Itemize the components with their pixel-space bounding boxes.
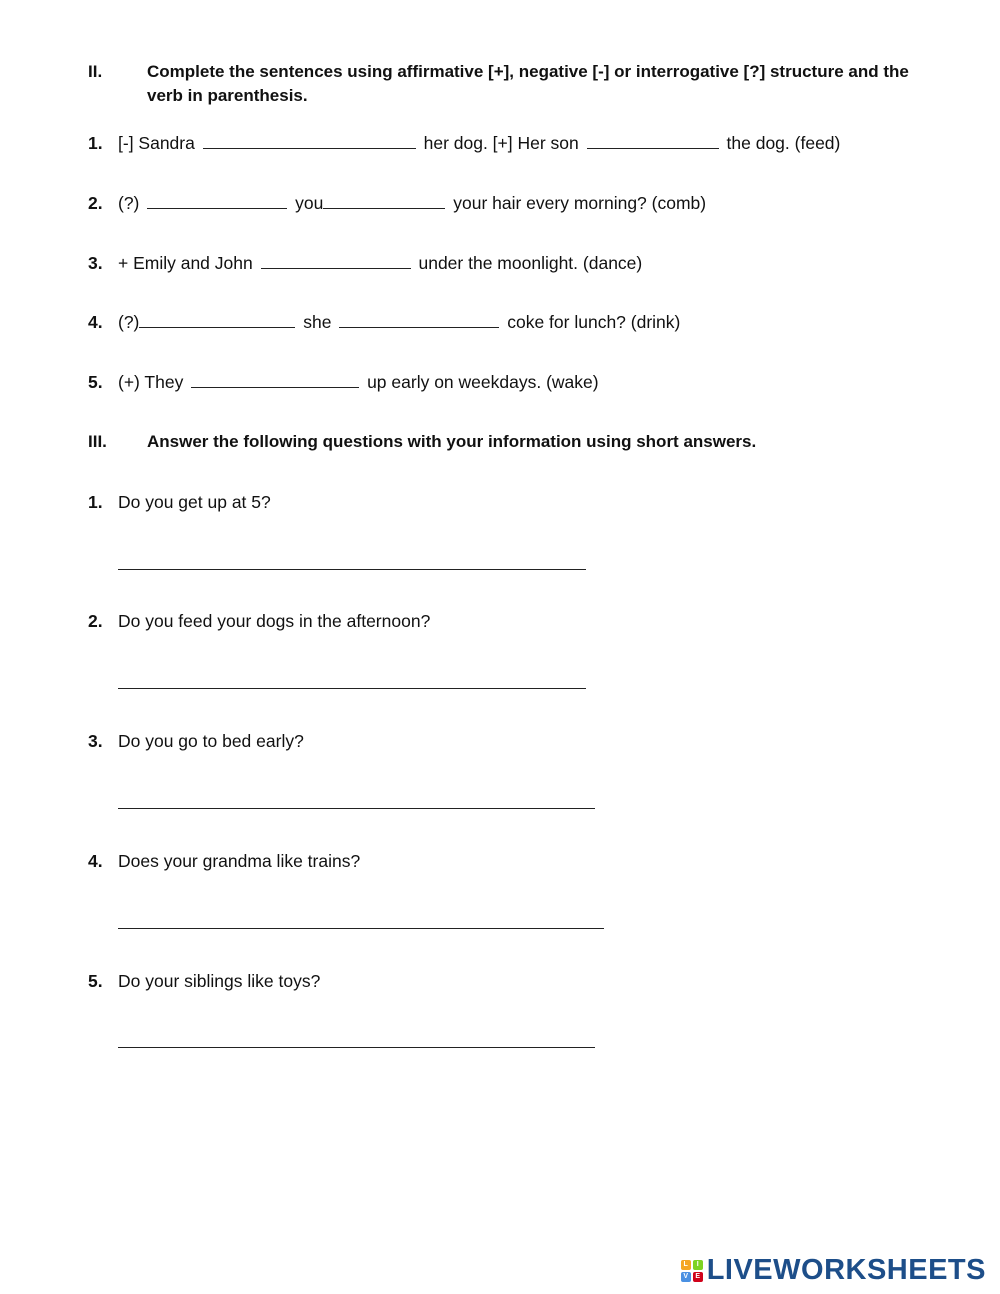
fill-blank-input[interactable] <box>191 372 359 388</box>
item-text: up early on weekdays. (wake) <box>367 372 599 392</box>
liveworksheets-logo <box>681 1254 986 1287</box>
item-text: you <box>295 193 324 213</box>
section-2-numeral: II. <box>88 62 103 81</box>
question-text: Does your grandma like trains? <box>118 851 361 871</box>
question-text: Do your siblings like toys? <box>118 971 321 991</box>
answer-line-input[interactable] <box>118 569 586 570</box>
logo-badge-icon <box>681 1260 703 1282</box>
logo-text: LIVEWORKSHEETS <box>706 1254 986 1286</box>
section-3-numeral: III. <box>88 432 107 451</box>
item-number: 2. <box>88 611 103 631</box>
fill-blank-input[interactable] <box>147 193 287 209</box>
item-text: (?) <box>118 312 140 332</box>
item-number: 3. <box>88 731 103 751</box>
logo-badge-letter: V <box>681 1272 691 1282</box>
logo-badge-letter: E <box>693 1272 703 1282</box>
item-number: 4. <box>88 851 103 871</box>
fill-blank-input[interactable] <box>203 133 416 149</box>
fill-blank-input[interactable] <box>339 312 499 328</box>
item-text: (?) <box>118 193 140 213</box>
answer-line-input[interactable] <box>118 808 595 809</box>
answer-line-input[interactable] <box>118 688 586 689</box>
fill-blank-input[interactable] <box>323 193 445 209</box>
item-number: 5. <box>88 971 103 991</box>
item-text: + Emily and John <box>118 253 253 273</box>
fill-blank-input[interactable] <box>139 312 295 328</box>
item-text: the dog. (feed) <box>726 133 841 153</box>
answer-line-input[interactable] <box>118 1047 595 1048</box>
fill-blank-input[interactable] <box>587 133 719 149</box>
logo-badge-letter: I <box>693 1260 703 1270</box>
item-number: 1. <box>88 492 103 512</box>
item-text: under the moonlight. (dance) <box>418 253 643 273</box>
logo-badge-letter: L <box>681 1260 691 1270</box>
item-number: 1. <box>88 133 103 153</box>
item-text: she <box>303 312 332 332</box>
question-text: Do you get up at 5? <box>118 492 271 512</box>
item-text: [-] Sandra <box>118 133 195 153</box>
item-number: 4. <box>88 312 103 332</box>
fill-blank-input[interactable] <box>261 253 411 269</box>
item-text: her dog. [+] Her son <box>423 133 579 153</box>
item-text: (+) They <box>118 372 184 392</box>
item-number: 3. <box>88 253 103 273</box>
answer-line-input[interactable] <box>118 928 604 929</box>
item-number: 5. <box>88 372 103 392</box>
item-text: your hair every morning? (comb) <box>453 193 707 213</box>
question-text: Do you feed your dogs in the afternoon? <box>118 611 431 631</box>
question-text: Do you go to bed early? <box>118 731 304 751</box>
item-text: coke for lunch? (drink) <box>507 312 681 332</box>
section-3-instruction: Answer the following questions with your information using short answers. <box>147 432 757 451</box>
item-number: 2. <box>88 193 103 213</box>
section-2-instruction: Complete the sentences using affirmative [+], negative [-] or interrogative [?] structure and the verb in parenthesis. <box>147 62 909 105</box>
